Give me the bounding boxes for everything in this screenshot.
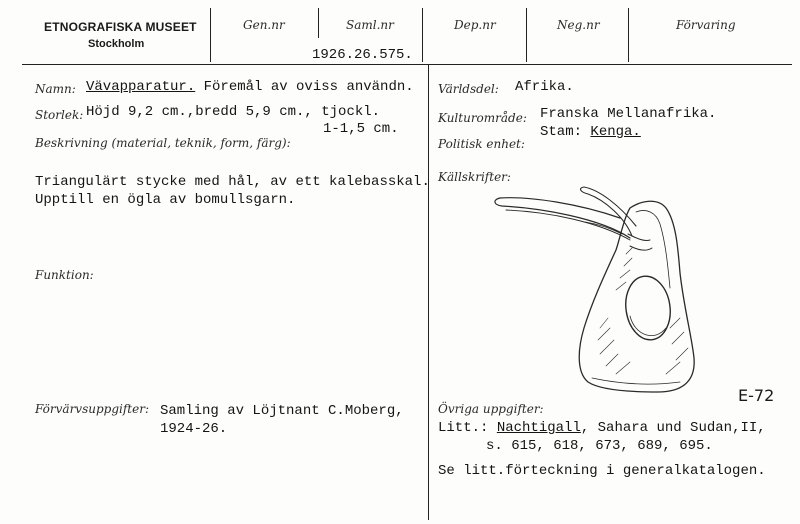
funktion-label: Funktion: (35, 268, 94, 282)
kulturomrade-value: Franska Mellanafrika. (540, 106, 717, 122)
header-divider-3 (422, 8, 423, 62)
litt-line (438, 420, 766, 436)
saml-nr-label: Saml.nr (346, 18, 394, 32)
kallskrifter-label: Källskrifter: (438, 170, 511, 184)
namn-value-rest: Föremål av oviss användn. (195, 79, 414, 95)
forvarv-line1: Samling av Löjtnant C.Moberg, (160, 403, 404, 419)
forvarv-label: Förvärvsuppgifter: (35, 402, 149, 416)
beskrivning-line2: Upptill en ögla av bomullsgarn. (35, 192, 296, 208)
header-divider-5 (628, 8, 629, 62)
center-divider (428, 64, 429, 520)
storlek-label: Storlek: (35, 108, 84, 122)
varldsdel-value: Afrika. (515, 79, 574, 95)
litt-pages: s. 615, 618, 673, 689, 695. (486, 438, 713, 454)
beskrivning-label: Beskrivning (material, teknik, form, färg): (35, 136, 291, 150)
header-bottom-rule (22, 64, 792, 65)
politisk-enhet-label: Politisk enhet: (438, 137, 525, 151)
litt-rest: , Sahara und Sudan,II, (580, 420, 766, 436)
dep-nr-label: Dep.nr (454, 18, 496, 32)
storlek-line1: Höjd 9,2 cm.,bredd 5,9 cm., tjockl. (86, 104, 381, 120)
namn-value (86, 79, 414, 95)
stam-label: Stam: (540, 124, 583, 140)
ovriga-label: Övriga uppgifter: (438, 402, 544, 416)
se-litt-line: Se litt.förteckning i generalkatalogen. (438, 463, 766, 479)
stam-line (540, 124, 641, 140)
museum-city: Stockholm (88, 38, 145, 50)
namn-label: Namn: (35, 82, 76, 96)
saml-nr-value: 1926.26.575. (312, 47, 413, 63)
sketch-code: E-72 (738, 386, 775, 405)
forvarv-line2: 1924-26. (160, 421, 228, 437)
litt-label: Litt.: (438, 420, 489, 436)
beskrivning-line1: Triangulärt stycke med hål, av ett kalebasskal. (35, 174, 430, 190)
gen-nr-label: Gen.nr (243, 18, 285, 32)
varldsdel-label: Världsdel: (438, 82, 499, 96)
namn-value-underlined: Vävapparatur. (86, 79, 196, 95)
neg-nr-label: Neg.nr (557, 18, 600, 32)
header-divider-4 (526, 8, 527, 62)
museum-name: ETNOGRAFISKA MUSEET (44, 20, 197, 34)
litt-author: Nachtigall (496, 420, 581, 436)
storlek-line2: 1-1,5 cm. (323, 121, 399, 137)
stam-value: Kenga. (590, 124, 641, 140)
gourd-object-sketch (480, 178, 730, 408)
forvaring-label: Förvaring (676, 18, 736, 32)
header-divider-1 (210, 8, 211, 62)
header-divider-2 (318, 8, 319, 38)
kulturomrade-label: Kulturområde: (438, 111, 527, 125)
